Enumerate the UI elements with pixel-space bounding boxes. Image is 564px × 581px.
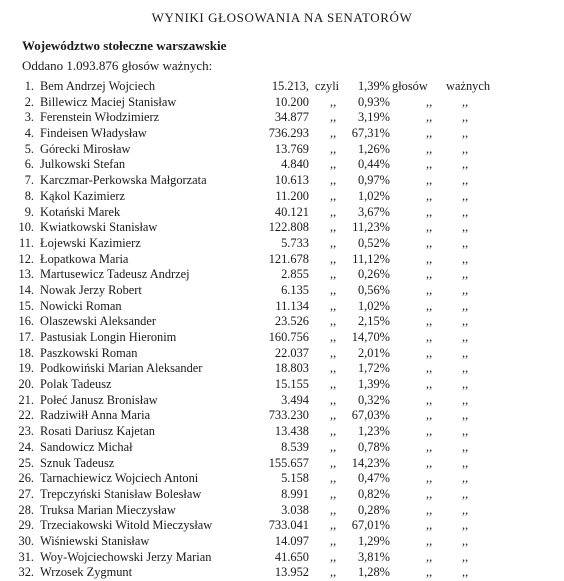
ditto-mark: ,,: [462, 282, 469, 297]
candidate-number: 25.: [18, 455, 34, 470]
vote-count: 155.657: [268, 455, 309, 470]
ditto-mark: ,,: [426, 549, 433, 564]
vote-count: 3.038: [281, 502, 309, 517]
document-title: WYNIKI GŁOSOWANIA NA SENATORÓW: [151, 10, 413, 25]
result-row: [0, 110, 564, 126]
result-row: [0, 252, 564, 268]
candidate-name: Rosati Dariusz Kajetan: [40, 424, 155, 439]
candidate-number: 29.: [18, 518, 34, 533]
candidate-name: Wrzosek Zygmunt: [40, 565, 133, 580]
ditto-mark: ,,: [426, 533, 433, 548]
vote-percent: 1,29%: [357, 533, 390, 548]
vote-percent: 0,47%: [357, 471, 390, 486]
candidate-name: Tarnachiewicz Wojciech Antoni: [40, 471, 199, 486]
vote-count: 11.134: [275, 298, 309, 313]
candidate-number: 32.: [18, 565, 34, 580]
ditto-mark: ,,: [426, 235, 433, 250]
candidate-name: Górecki Mirosław: [40, 141, 131, 156]
candidate-name: Kąkol Kazimierz: [40, 188, 125, 203]
vote-percent: 2,01%: [357, 345, 390, 360]
result-row: [0, 565, 564, 581]
ditto-mark: ,,: [330, 220, 337, 235]
ditto-mark: ,,: [330, 439, 337, 454]
vote-percent: 1,26%: [357, 141, 390, 156]
candidate-name: Karczmar-Perkowska Małgorzata: [40, 173, 207, 188]
ditto-mark: ,,: [426, 361, 433, 376]
vote-percent: 14,23%: [351, 455, 390, 470]
result-row: [0, 220, 564, 236]
vote-percent: 11,12%: [352, 251, 390, 266]
candidate-number: 30.: [18, 533, 34, 548]
candidate-name: Nowak Jerzy Robert: [40, 282, 142, 297]
ditto-mark: ,,: [462, 502, 469, 517]
ditto-mark: ,,: [330, 298, 337, 313]
ditto-mark: ,,: [462, 110, 469, 125]
ditto-mark: ,,: [330, 330, 337, 344]
ditto-mark: ,,: [426, 220, 433, 235]
ditto-mark: ,,: [462, 424, 469, 439]
vote-count: 18.803: [274, 361, 309, 376]
candidate-number: 12.: [18, 251, 34, 266]
ditto-mark: ,,: [426, 314, 433, 329]
vote-count: 3.494: [281, 392, 309, 407]
vote-count: 10.613: [274, 173, 309, 188]
vote-percent: 0,78%: [357, 439, 390, 454]
ditto-mark: ,,: [462, 486, 469, 501]
ditto-mark: ,,: [426, 204, 433, 219]
result-row: [0, 393, 564, 409]
ditto-mark: ,,: [426, 282, 433, 297]
candidate-number: 8.: [24, 188, 34, 203]
vote-percent: 67,01%: [351, 518, 390, 533]
ditto-mark: ,,: [330, 565, 337, 580]
candidate-name: Łopatkowa Maria: [40, 251, 129, 266]
ditto-mark: ,,: [330, 110, 337, 125]
vote-percent: 0,32%: [357, 392, 390, 407]
candidate-number: 17.: [18, 330, 34, 344]
ditto-mark: ,,: [330, 533, 337, 548]
ditto-mark: ,,: [330, 392, 337, 407]
ditto-mark: ,,: [330, 518, 337, 533]
vote-percent: 0,56%: [357, 282, 390, 297]
candidate-name: Wiśniewski Stanisław: [40, 533, 150, 548]
vote-count: 8.539: [281, 439, 309, 454]
ditto-mark: ,,: [426, 173, 433, 188]
candidate-name: Sandowicz Michał: [40, 439, 133, 454]
candidate-name: Sznuk Tadeusz: [40, 455, 115, 470]
vote-percent: 1,23%: [357, 424, 390, 439]
vote-count: 8.991: [281, 486, 309, 501]
vote-count: 13.952: [274, 565, 309, 580]
candidate-number: 26.: [18, 471, 34, 486]
candidate-number: 18.: [18, 345, 34, 360]
result-row: [0, 361, 564, 377]
ditto-mark: ,,: [462, 141, 469, 156]
ditto-mark: ,,: [462, 235, 469, 250]
candidate-name: Truksa Marian Mieczysław: [40, 502, 176, 517]
result-row: [0, 157, 564, 173]
ditto-mark: ,,: [462, 267, 469, 282]
result-row: [0, 314, 564, 330]
candidate-number: 22.: [18, 408, 34, 423]
vote-count: 733.041: [268, 518, 309, 533]
ditto-mark: ,,: [330, 251, 337, 266]
candidate-number: 16.: [18, 314, 34, 329]
ditto-mark: ,,: [426, 267, 433, 282]
candidate-name: Kotański Marek: [40, 204, 121, 219]
ditto-mark: ,,: [462, 471, 469, 486]
vote-count: 10.200: [274, 94, 309, 109]
ditto-mark: ,,: [426, 126, 433, 141]
ditto-mark: ,,: [426, 330, 433, 344]
czyli-label: czyli: [315, 79, 340, 93]
vote-count: 34.877: [274, 110, 309, 125]
candidate-number: 10.: [18, 220, 34, 235]
ditto-mark: ,,: [330, 157, 337, 172]
ditto-mark: ,,: [330, 267, 337, 282]
candidate-name: Radziwiłł Anna Maria: [40, 408, 151, 423]
ditto-mark: ,,: [426, 439, 433, 454]
vote-percent: 1,72%: [357, 361, 390, 376]
vote-percent: 67,31%: [351, 126, 390, 141]
candidate-number: 5.: [24, 141, 34, 156]
ditto-mark: ,,: [426, 471, 433, 486]
ditto-mark: ,,: [426, 486, 433, 501]
results-list: [0, 79, 564, 581]
vote-percent: 0,44%: [357, 157, 390, 172]
votes-cast-line: Oddano 1.093.876 głosów ważnych:: [22, 58, 213, 73]
ditto-mark: ,,: [462, 157, 469, 172]
vote-percent: 67,03%: [351, 408, 390, 423]
candidate-number: 20.: [18, 377, 34, 392]
result-row: [0, 95, 564, 111]
vote-count: 160.756: [268, 330, 309, 344]
vote-count: 5.733: [281, 235, 309, 250]
vote-count: 14.097: [274, 533, 309, 548]
candidate-number: 9.: [24, 204, 34, 219]
ditto-mark: ,,: [462, 377, 469, 392]
ditto-mark: ,,: [462, 565, 469, 580]
vote-count: 13.769: [274, 141, 309, 156]
ditto-mark: ,,: [330, 188, 337, 203]
result-row: [0, 79, 564, 95]
ditto-mark: ,,: [462, 298, 469, 313]
result-row: [0, 377, 564, 393]
result-row: [0, 408, 564, 424]
vote-count: 40.121: [274, 204, 309, 219]
vote-percent: 11,23%: [352, 220, 390, 235]
result-row: [0, 550, 564, 566]
ditto-mark: ,,: [330, 141, 337, 156]
ditto-mark: ,,: [330, 549, 337, 564]
candidate-number: 28.: [18, 502, 34, 517]
result-row: [0, 236, 564, 252]
ditto-mark: ,,: [426, 565, 433, 580]
candidate-number: 7.: [24, 173, 34, 188]
vote-percent: 14,70%: [351, 330, 390, 344]
ditto-mark: ,,: [426, 141, 433, 156]
result-row: [0, 440, 564, 456]
candidate-number: 14.: [18, 282, 34, 297]
ditto-mark: ,,: [330, 424, 337, 439]
vote-percent: 2,15%: [357, 314, 390, 329]
ditto-mark: ,,: [462, 330, 469, 344]
ditto-mark: ,,: [462, 204, 469, 219]
candidate-number: 1.: [24, 79, 34, 93]
ditto-mark: ,,: [330, 314, 337, 329]
ditto-mark: ,,: [426, 502, 433, 517]
region-heading: Województwo stołeczne warszawskie: [22, 38, 227, 53]
candidate-number: 2.: [24, 94, 34, 109]
ditto-mark: ,,: [462, 220, 469, 235]
candidate-name: Martusewicz Tadeusz Andrzej: [40, 267, 190, 282]
ditto-mark: ,,: [426, 392, 433, 407]
vote-percent: 1,39%: [357, 79, 390, 93]
vote-percent: 0,52%: [357, 235, 390, 250]
candidate-name: Findeisen Władysław: [40, 126, 147, 141]
ditto-mark: ,,: [462, 345, 469, 360]
vote-percent: 1,02%: [357, 298, 390, 313]
candidate-name: Łojewski Kazimierz: [40, 235, 141, 250]
result-row: [0, 330, 564, 346]
vote-count: 121.678: [268, 251, 309, 266]
vote-percent: 1,39%: [357, 377, 390, 392]
candidate-name: Nowicki Roman: [40, 298, 122, 313]
result-row: [0, 173, 564, 189]
ditto-mark: ,,: [330, 126, 337, 141]
result-row: [0, 126, 564, 142]
ditto-mark: ,,: [462, 188, 469, 203]
ditto-mark: ,,: [426, 94, 433, 109]
candidate-name: Połeć Janusz Bronisław: [40, 392, 158, 407]
ditto-mark: ,,: [426, 110, 433, 125]
ditto-mark: ,,: [330, 471, 337, 486]
candidate-name: Paszkowski Roman: [40, 345, 138, 360]
candidate-name: Trzeciakowski Witold Mieczysław: [40, 518, 213, 533]
vote-percent: 0,28%: [357, 502, 390, 517]
vote-count: 15.213,: [271, 79, 309, 93]
candidate-name: Julkowski Stefan: [40, 157, 126, 172]
vote-count: 5.158: [281, 471, 309, 486]
ditto-mark: ,,: [462, 455, 469, 470]
candidate-number: 4.: [24, 126, 34, 141]
ditto-mark: ,,: [330, 502, 337, 517]
vote-count: 22.037: [274, 345, 309, 360]
vote-percent: 0,93%: [357, 94, 390, 109]
vote-count: 41.650: [274, 549, 309, 564]
vote-count: 15.155: [274, 377, 309, 392]
vote-percent: 1,28%: [357, 565, 390, 580]
candidate-name: Olaszewski Aleksander: [40, 314, 156, 329]
ditto-mark: ,,: [426, 408, 433, 423]
ditto-mark: ,,: [462, 439, 469, 454]
ditto-mark: ,,: [426, 298, 433, 313]
result-row: [0, 346, 564, 362]
candidate-number: 19.: [18, 361, 34, 376]
ditto-mark: ,,: [462, 549, 469, 564]
glosow-label: głosów: [392, 79, 428, 93]
vote-percent: 3,19%: [357, 110, 390, 125]
ditto-mark: ,,: [330, 377, 337, 392]
ditto-mark: ,,: [462, 314, 469, 329]
candidate-name: Bem Andrzej Wojciech: [40, 79, 156, 93]
ditto-mark: ,,: [462, 126, 469, 141]
result-row: [0, 503, 564, 519]
candidate-number: 3.: [24, 110, 34, 125]
vote-percent: 0,97%: [357, 173, 390, 188]
result-row: [0, 283, 564, 299]
ditto-mark: ,,: [426, 157, 433, 172]
ditto-mark: ,,: [330, 173, 337, 188]
vote-count: 13.438: [274, 424, 309, 439]
candidate-number: 11.: [18, 235, 34, 250]
result-row: [0, 487, 564, 503]
vote-count: 736.293: [268, 126, 309, 141]
candidate-number: 21.: [18, 392, 34, 407]
ditto-mark: ,,: [330, 282, 337, 297]
vote-count: 11.200: [275, 188, 309, 203]
result-row: [0, 518, 564, 534]
candidate-name: Woy-Wojciechowski Jerzy Marian: [40, 549, 212, 564]
vote-percent: 0,26%: [357, 267, 390, 282]
ditto-mark: ,,: [330, 486, 337, 501]
ditto-mark: ,,: [426, 424, 433, 439]
ditto-mark: ,,: [426, 345, 433, 360]
candidate-name: Polak Tadeusz: [40, 377, 112, 392]
ditto-mark: ,,: [330, 345, 337, 360]
result-row: [0, 189, 564, 205]
candidate-number: 6.: [24, 157, 34, 172]
result-row: [0, 205, 564, 221]
candidate-name: Pastusiak Longin Hieronim: [40, 330, 177, 344]
vote-percent: 0,82%: [357, 486, 390, 501]
result-row: [0, 424, 564, 440]
result-row: [0, 267, 564, 283]
candidate-name: Trepczyński Stanisław Bolesław: [40, 486, 202, 501]
ditto-mark: ,,: [330, 455, 337, 470]
ditto-mark: ,,: [330, 204, 337, 219]
ditto-mark: ,,: [330, 94, 337, 109]
vote-percent: 1,02%: [357, 188, 390, 203]
ditto-mark: ,,: [426, 455, 433, 470]
result-row: [0, 471, 564, 487]
vote-percent: 3,81%: [357, 549, 390, 564]
ditto-mark: ,,: [462, 408, 469, 423]
vote-count: 733.230: [268, 408, 309, 423]
vote-count: 2.855: [281, 267, 309, 282]
ditto-mark: ,,: [426, 377, 433, 392]
result-row: [0, 142, 564, 158]
candidate-number: 31.: [18, 549, 34, 564]
vote-count: 6.135: [281, 282, 309, 297]
result-row: [0, 299, 564, 315]
ditto-mark: ,,: [426, 518, 433, 533]
ditto-mark: ,,: [330, 361, 337, 376]
candidate-number: 27.: [18, 486, 34, 501]
ditto-mark: ,,: [330, 408, 337, 423]
ditto-mark: ,,: [330, 235, 337, 250]
ditto-mark: ,,: [462, 533, 469, 548]
ditto-mark: ,,: [462, 94, 469, 109]
ditto-mark: ,,: [462, 361, 469, 376]
candidate-name: Kwiatkowski Stanisław: [40, 220, 158, 235]
candidate-number: 13.: [18, 267, 34, 282]
waznych-label: ważnych: [446, 79, 491, 93]
ditto-mark: ,,: [462, 392, 469, 407]
vote-count: 4.840: [281, 157, 309, 172]
vote-percent: 3,67%: [357, 204, 390, 219]
result-row: [0, 456, 564, 472]
candidate-number: 24.: [18, 439, 34, 454]
result-row: [0, 534, 564, 550]
candidate-name: Billewicz Maciej Stanisław: [40, 94, 177, 109]
vote-count: 122.808: [268, 220, 309, 235]
candidate-name: Ferenstein Włodzimierz: [40, 110, 160, 125]
candidate-number: 15.: [18, 298, 34, 313]
ditto-mark: ,,: [426, 251, 433, 266]
candidate-name: Podkowiński Marian Aleksander: [40, 361, 203, 376]
ditto-mark: ,,: [462, 251, 469, 266]
candidate-number: 23.: [18, 424, 34, 439]
vote-count: 23.526: [274, 314, 309, 329]
ditto-mark: ,,: [462, 173, 469, 188]
ditto-mark: ,,: [426, 188, 433, 203]
ditto-mark: ,,: [462, 518, 469, 533]
